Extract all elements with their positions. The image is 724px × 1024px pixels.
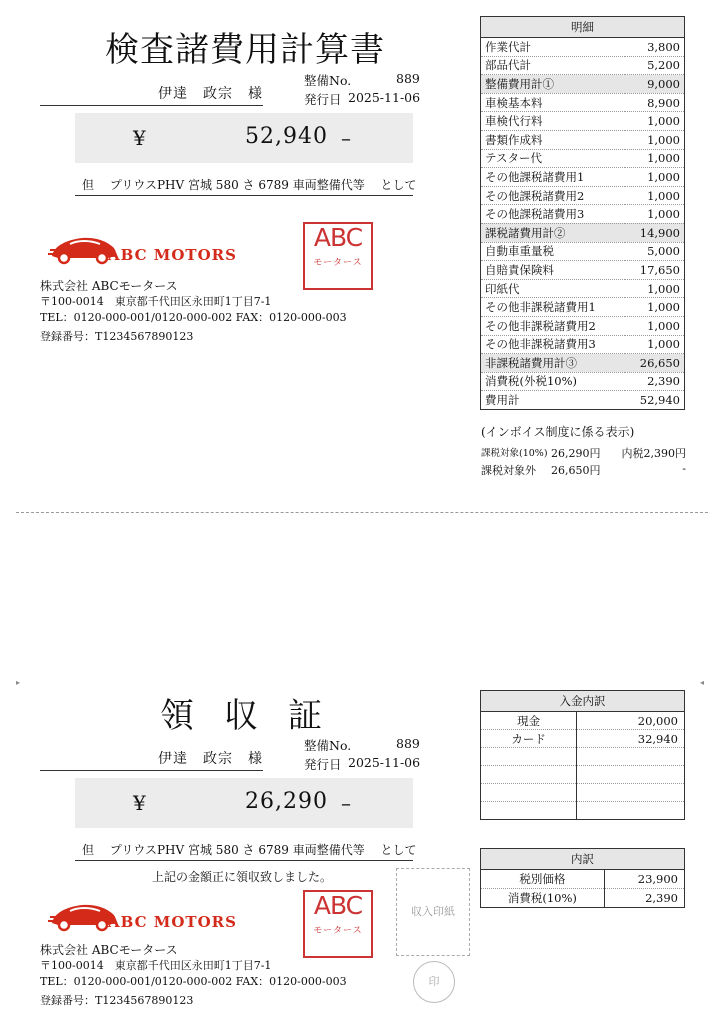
detail-row (481, 335, 685, 354)
invoice-title: (インボイス制度に係る表示) (481, 425, 635, 439)
payment-amount: 20,000 (577, 712, 685, 730)
detail-row (481, 38, 685, 57)
detail-value: 1,000 (625, 186, 684, 205)
detail-value: 1,000 (625, 112, 684, 131)
receipt-logo-text: ABC MOTORS (108, 913, 237, 931)
detail-value: 1,000 (625, 130, 684, 149)
detail-value: 5,200 (625, 56, 684, 75)
cut-line (16, 512, 708, 513)
payment-amount (577, 766, 685, 784)
estimate-amount: 52,940 (245, 124, 328, 149)
detail-value: 1,000 (625, 316, 684, 335)
detail-table (480, 16, 685, 410)
detail-label: 作業代計 (481, 38, 626, 57)
detail-value: 1,000 (625, 335, 684, 354)
receipt-seal-top-text: ABC (313, 891, 363, 920)
estimate-yen-sign: ¥ (133, 126, 146, 150)
payment-header: 入金内訳 (481, 691, 685, 712)
detail-row (481, 149, 685, 168)
payment-method: カード (481, 730, 577, 748)
invoice-row-taxable (481, 445, 686, 459)
receipt-company-name: 株式会社 ABCモータース (40, 943, 178, 957)
receipt-date-row (304, 755, 424, 773)
detail-label: 書類作成料 (481, 130, 626, 149)
receipt-date-label: 発行日 (304, 757, 342, 772)
detail-value: 1,000 (625, 149, 684, 168)
detail-header: 明細 (481, 17, 685, 38)
seal-top-text: ABC (313, 223, 363, 252)
invoice-row-nontaxable (481, 462, 686, 478)
revenue-stamp-box: 収入印紙 (396, 868, 470, 956)
detail-label: その他課税諸費用1 (481, 168, 626, 187)
detail-label: テスター代 (481, 149, 626, 168)
detail-row (481, 56, 685, 75)
estimate-customer-name: 伊達 政宗 様 (158, 86, 263, 102)
detail-label: 非課税諸費用計③ (481, 354, 626, 373)
detail-value: 52,940 (625, 391, 684, 410)
detail-label: 整備費用計① (481, 75, 626, 94)
company-address: 〒100-0014 東京都千代田区永田町1丁目7-1 (40, 295, 272, 308)
detail-label: その他課税諸費用2 (481, 186, 626, 205)
receipt-purpose: 但 プリウスPHV 宮城 580 さ 6789 車両整備代等 として (82, 843, 417, 857)
receipt-company-info (40, 942, 347, 1009)
detail-value: 9,000 (625, 75, 684, 94)
payment-method (481, 802, 577, 820)
breakdown-value: 23,900 (604, 870, 684, 889)
detail-label: 費用計 (481, 391, 626, 410)
payment-amount (577, 802, 685, 820)
receipt-customer-underline (40, 770, 263, 771)
seal-circle: 印 (413, 961, 455, 1003)
seal-bottom-text: モータース (313, 258, 363, 268)
detail-row (481, 93, 685, 112)
payment-row (481, 784, 685, 802)
receipt-company-address: 〒100-0014 東京都千代田区永田町1丁目7-1 (40, 959, 272, 972)
receipt-title: 領収証 (160, 696, 352, 736)
right-cut-marker-icon: ◂ (700, 678, 705, 687)
detail-value: 1,000 (625, 279, 684, 298)
detail-row (481, 242, 685, 261)
detail-row (481, 261, 685, 280)
detail-row (481, 75, 685, 94)
company-registration: 登録番号：T1234567890123 (40, 330, 194, 343)
invoice-nontaxable-value: 26,650円 (551, 464, 601, 477)
detail-label: 車検基本料 (481, 93, 626, 112)
receipt-purpose-underline (75, 860, 413, 861)
breakdown-value: 2,390 (604, 889, 684, 908)
detail-body (481, 38, 685, 410)
detail-value: 8,900 (625, 93, 684, 112)
detail-value: 5,000 (625, 242, 684, 261)
company-name: 株式会社 ABCモータース (40, 279, 178, 293)
detail-label: 自動車重量税 (481, 242, 626, 261)
estimate-purpose-underline (75, 195, 413, 196)
payment-amount (577, 748, 685, 766)
breakdown-body (481, 870, 685, 908)
receipt-company-registration: 登録番号：T1234567890123 (40, 994, 194, 1007)
receipt-no-label: 整備No. (304, 738, 352, 753)
breakdown-label: 税別価格 (481, 870, 605, 889)
invoice-taxable-tax: 内税2,390円 (621, 447, 686, 460)
estimate-no-value: 889 (396, 71, 420, 86)
detail-label: 課税諸費用計② (481, 223, 626, 242)
payment-amount (577, 784, 685, 802)
detail-label: その他非課税諸費用1 (481, 298, 626, 317)
detail-row (481, 168, 685, 187)
detail-value: 3,800 (625, 38, 684, 57)
detail-label: 印紙代 (481, 279, 626, 298)
detail-row (481, 372, 685, 391)
payment-method (481, 748, 577, 766)
detail-row (481, 205, 685, 224)
detail-row (481, 130, 685, 149)
detail-row (481, 223, 685, 242)
receipt-amount-dash: – (341, 791, 351, 815)
receipt-yen-sign: ¥ (133, 791, 146, 815)
detail-row (481, 186, 685, 205)
company-tel: TEL：0120-000-001/0120-000-002 FAX：0120-000-003 (40, 311, 347, 324)
estimate-date-row (304, 90, 424, 108)
detail-row (481, 391, 685, 410)
payment-row (481, 748, 685, 766)
payment-row (481, 766, 685, 784)
receipt-no-value: 889 (396, 736, 420, 751)
left-cut-marker-icon: ▸ (16, 678, 21, 687)
receipt-amount-box (75, 778, 413, 828)
breakdown-table (480, 848, 685, 908)
company-logo (48, 226, 248, 270)
payment-row (481, 802, 685, 820)
detail-label: 車検代行料 (481, 112, 626, 131)
invoice-taxable-label: 課税対象(10%) (481, 448, 548, 459)
payment-method (481, 784, 577, 802)
detail-row (481, 316, 685, 335)
estimate-no-label: 整備No. (304, 73, 352, 88)
company-info (40, 278, 347, 345)
breakdown-row (481, 889, 685, 908)
detail-row (481, 112, 685, 131)
payment-row (481, 712, 685, 730)
detail-label: その他非課税諸費用3 (481, 335, 626, 354)
estimate-amount-box (75, 113, 413, 163)
detail-value: 1,000 (625, 298, 684, 317)
payment-table (480, 690, 685, 820)
detail-value: 1,000 (625, 168, 684, 187)
company-logo-text: ABC MOTORS (108, 246, 237, 264)
detail-row (481, 279, 685, 298)
detail-value: 2,390 (625, 372, 684, 391)
payment-amount: 32,940 (577, 730, 685, 748)
detail-value: 14,900 (625, 223, 684, 242)
receipt-confirmation: 上記の金額正に領収致しました。 (152, 870, 333, 884)
payment-method: 現金 (481, 712, 577, 730)
detail-label: 部品代計 (481, 56, 626, 75)
invoice-nontaxable-tax: - (682, 462, 686, 475)
payment-row (481, 730, 685, 748)
detail-label: 消費税(外税10%) (481, 372, 626, 391)
detail-row (481, 298, 685, 317)
receipt-date-value: 2025-11-06 (348, 755, 421, 770)
breakdown-label: 消費税(10%) (481, 889, 605, 908)
payment-body (481, 712, 685, 820)
detail-label: 自賠責保険料 (481, 261, 626, 280)
detail-value: 17,650 (625, 261, 684, 280)
detail-row (481, 354, 685, 373)
detail-value: 1,000 (625, 205, 684, 224)
breakdown-header: 内訳 (481, 849, 685, 870)
breakdown-row (481, 870, 685, 889)
receipt-amount: 26,290 (245, 789, 328, 814)
receipt-seal-bottom-text: モータース (313, 926, 363, 936)
receipt-company-logo (48, 893, 248, 937)
estimate-customer-underline (40, 105, 263, 106)
payment-method (481, 766, 577, 784)
detail-label: その他非課税諸費用2 (481, 316, 626, 335)
receipt-no-row (304, 736, 424, 754)
estimate-date-value: 2025-11-06 (348, 90, 421, 105)
detail-label: その他課税諸費用3 (481, 205, 626, 224)
estimate-amount-dash: – (341, 126, 351, 150)
estimate-no-row (304, 71, 424, 89)
invoice-nontaxable-label: 課税対象外 (481, 464, 536, 477)
detail-value: 26,650 (625, 354, 684, 373)
receipt-company-tel: TEL：0120-000-001/0120-000-002 FAX：0120-000-003 (40, 975, 347, 988)
estimate-date-label: 発行日 (304, 92, 342, 107)
receipt-customer-name: 伊達 政宗 様 (158, 751, 263, 767)
estimate-title: 検査諸費用計算書 (105, 30, 385, 70)
estimate-purpose: 但 プリウスPHV 宮城 580 さ 6789 車両整備代等 として (82, 178, 417, 192)
invoice-taxable-value: 26,290円 (551, 447, 601, 460)
